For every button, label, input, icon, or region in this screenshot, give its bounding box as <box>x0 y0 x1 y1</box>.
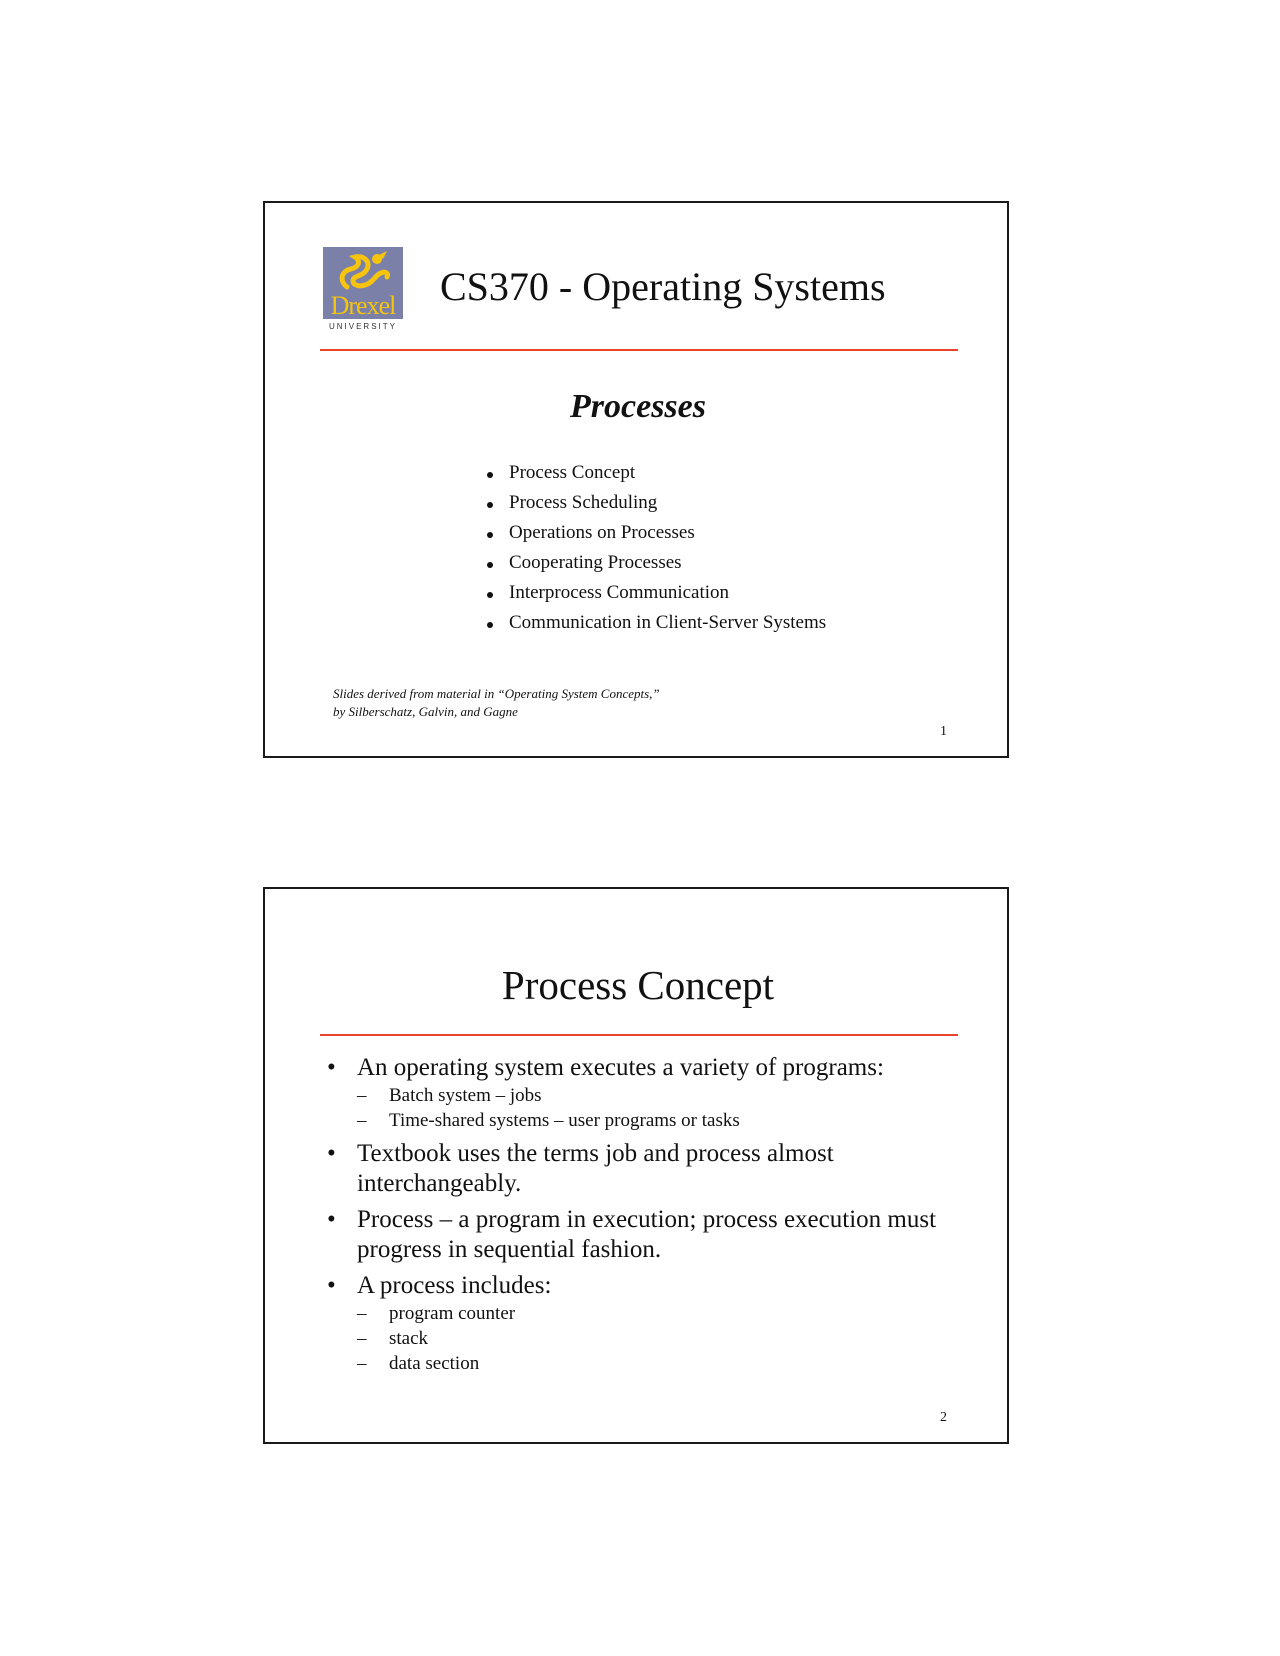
slide-number: 1 <box>940 724 947 739</box>
bullet-marker: • <box>327 1054 336 1081</box>
credit-line: by Silberschatz, Galvin, and Gagne <box>333 704 518 719</box>
sub-item-text: Time-shared systems – user programs or tasks <box>389 1110 740 1131</box>
title-rule <box>320 349 958 351</box>
bullet-text: Process – a program in execution; process execution must progress in sequential fashion. <box>357 1206 937 1263</box>
dash-marker: – <box>357 1085 367 1106</box>
dash-marker: – <box>357 1328 367 1349</box>
bullet-item <box>321 1271 961 1376</box>
drexel-logo <box>323 247 403 333</box>
slide-number: 2 <box>940 1410 947 1425</box>
title-rule <box>320 1034 958 1036</box>
sub-item <box>357 1083 961 1108</box>
bullet-marker: • <box>327 1206 336 1233</box>
bullet-item <box>321 1053 961 1133</box>
slide-2 <box>263 887 1009 1444</box>
slide-2-title: Process Concept <box>501 962 775 1008</box>
dash-marker: – <box>357 1110 367 1131</box>
logo-wordmark: Drexel <box>330 291 396 320</box>
slide-1 <box>263 201 1009 758</box>
sub-item <box>357 1326 961 1351</box>
bullet-marker: • <box>327 1272 336 1299</box>
sub-item <box>357 1301 961 1326</box>
sub-item-text: stack <box>389 1328 429 1349</box>
credit-line: Slides derived from material in “Operating System Concepts,” <box>333 686 660 701</box>
bullet-marker: • <box>327 1140 336 1167</box>
slide-1-subtitle: Processes <box>570 388 706 425</box>
list-item: Operations on Processes <box>485 518 826 548</box>
list-item: Communication in Client-Server Systems <box>485 608 826 638</box>
bullet-item <box>321 1205 961 1265</box>
sub-item <box>357 1351 961 1376</box>
sub-item-text: program counter <box>389 1303 516 1324</box>
sub-list <box>357 1083 961 1133</box>
sub-item-text: Batch system – jobs <box>389 1085 542 1106</box>
bullet-text: An operating system executes a variety of programs: <box>357 1054 884 1081</box>
sub-list <box>357 1301 961 1376</box>
dash-marker: – <box>357 1353 367 1374</box>
dragon-icon <box>323 247 403 295</box>
credit-note <box>333 685 660 721</box>
slide-1-title: CS370 - Operating Systems <box>440 264 886 309</box>
topics-list <box>485 458 826 638</box>
logo-background <box>323 247 403 319</box>
sub-item <box>357 1108 961 1133</box>
list-item: Cooperating Processes <box>485 548 826 578</box>
dash-marker: – <box>357 1303 367 1324</box>
list-item: Process Scheduling <box>485 488 826 518</box>
bullet-item <box>321 1139 961 1199</box>
bullet-list <box>321 1053 961 1382</box>
sub-item-text: data section <box>389 1353 480 1374</box>
list-item: Process Concept <box>485 458 826 488</box>
logo-subtext: UNIVERSITY <box>328 322 397 331</box>
bullet-text: A process includes: <box>357 1272 552 1299</box>
list-item: Interprocess Communication <box>485 578 826 608</box>
bullet-text: Textbook uses the terms job and process almost interchangeably. <box>357 1140 834 1197</box>
